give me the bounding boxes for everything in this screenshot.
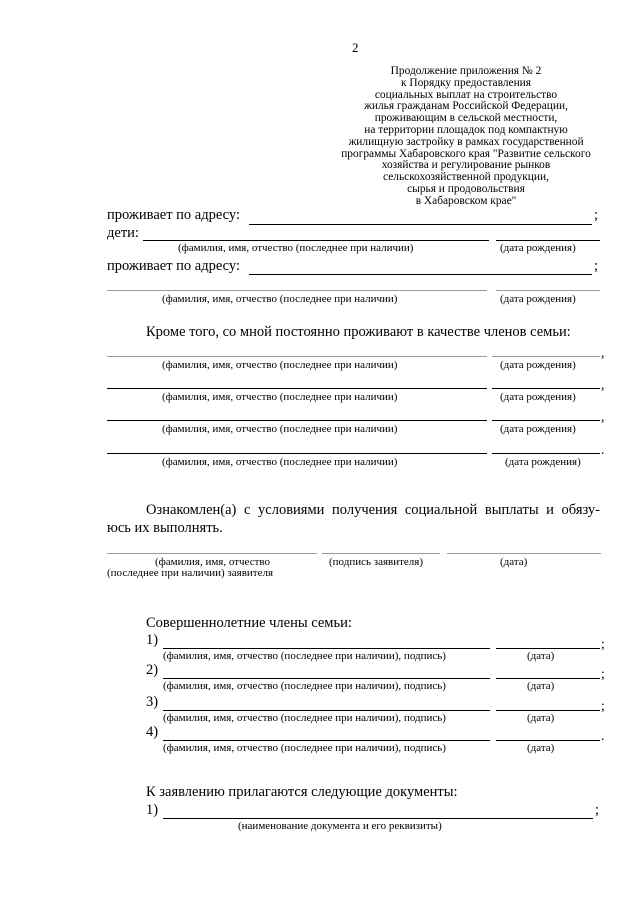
family-member-date-caption: (дата рождения)	[500, 359, 576, 371]
adult-date-caption: (дата)	[527, 742, 555, 754]
header-line: Продолжение приложения № 2	[390, 65, 542, 77]
adult-name-field[interactable]	[163, 678, 490, 679]
adult-date-field[interactable]	[496, 678, 600, 679]
family-member-caption: (фамилия, имя, отчество (последнее при наличии)	[162, 456, 398, 468]
line-end-period: .	[601, 442, 605, 457]
header-line: жилищную застройку в рамках государственной	[348, 135, 584, 148]
family-member-date-field[interactable]	[492, 420, 600, 421]
adult-row-number: 1)	[146, 632, 159, 648]
appendix-header	[306, 66, 626, 208]
address-label: проживает по адресу:	[107, 258, 240, 274]
address-field[interactable]	[249, 274, 592, 275]
child-name-field[interactable]	[143, 240, 489, 241]
child-birthdate-field[interactable]	[496, 290, 600, 291]
header-line: сельскохозяйственной продукции,	[383, 171, 549, 184]
family-member-date-caption: (дата рождения)	[505, 456, 581, 468]
adult-date-field[interactable]	[496, 740, 600, 741]
address-field[interactable]	[249, 224, 592, 225]
family-member-name-field[interactable]	[107, 388, 487, 389]
adult-row-number: 4)	[146, 724, 159, 740]
document-caption: (наименование документа и его реквизиты)	[238, 820, 442, 832]
family-member-caption: (фамилия, имя, отчество (последнее при наличии)	[162, 359, 398, 371]
child-date-caption: (дата рождения)	[500, 293, 576, 305]
adult-date-caption: (дата)	[527, 712, 555, 724]
adult-date-field[interactable]	[496, 710, 600, 711]
children-label: дети:	[107, 225, 139, 241]
documents-label: К заявлению прилагаются следующие документы:	[146, 784, 458, 800]
adults-label: Совершеннолетние члены семьи:	[146, 615, 352, 631]
header-line: сырья и продовольствия	[407, 182, 525, 195]
acknowledgement-text: Ознакомлен(а) с условиями получения социальной выплаты и обязу-	[146, 502, 600, 518]
child-birthdate-field[interactable]	[496, 240, 600, 241]
adult-date-field[interactable]	[496, 648, 600, 649]
document-row-number: 1)	[146, 802, 159, 818]
line-end-comma: ,	[601, 409, 605, 424]
adult-row-number: 2)	[146, 662, 159, 678]
header-line: проживающим в сельской местности,	[374, 112, 558, 125]
line-end-semicolon: ;	[594, 207, 599, 223]
family-member-caption: (фамилия, имя, отчество (последнее при наличии)	[162, 391, 398, 403]
adult-date-caption: (дата)	[527, 650, 555, 662]
adult-row-number: 3)	[146, 694, 159, 710]
header-line: на территории площадок под компактную	[364, 123, 568, 136]
applicant-name-field[interactable]	[107, 553, 317, 554]
line-end-semicolon: ;	[601, 666, 605, 681]
child-name-field[interactable]	[107, 290, 487, 291]
line-end-semicolon: ;	[594, 258, 599, 274]
line-end-period: .	[601, 728, 605, 743]
line-end-comma: ,	[601, 345, 605, 360]
adult-name-field[interactable]	[163, 710, 490, 711]
applicant-date-field[interactable]	[447, 553, 601, 554]
page-number: 2	[352, 40, 359, 55]
line-end-semicolon: ;	[601, 636, 605, 651]
family-member-date-caption: (дата рождения)	[500, 423, 576, 435]
line-end-semicolon: ;	[601, 698, 605, 713]
applicant-name-caption: (фамилия, имя, отчество	[155, 556, 271, 568]
applicant-date-caption: (дата)	[500, 556, 528, 568]
family-intro: Кроме того, со мной постоянно проживают в качестве членов семьи:	[146, 324, 571, 340]
adult-name-field[interactable]	[163, 648, 490, 649]
family-member-name-field[interactable]	[107, 453, 487, 454]
header-line: хозяйства и регулирование рынков	[381, 159, 551, 172]
header-line: к Порядку предоставления	[400, 76, 532, 89]
header-line: жилья гражданам Российской Федерации,	[364, 100, 568, 113]
family-member-date-caption: (дата рождения)	[500, 391, 576, 403]
child-date-caption: (дата рождения)	[500, 242, 576, 254]
header-line: программы Хабаровского края "Развитие сельского	[341, 147, 591, 160]
document-field[interactable]	[163, 818, 593, 819]
child-name-caption: (фамилия, имя, отчество (последнее при наличии)	[178, 242, 414, 254]
acknowledgement-text-cont: юсь их выполнять.	[107, 520, 223, 536]
family-member-date-field[interactable]	[492, 453, 600, 454]
header-line: социальных выплат на строительство	[374, 88, 558, 101]
adult-date-caption: (дата)	[527, 680, 555, 692]
family-member-name-field[interactable]	[107, 356, 487, 357]
adult-caption: (фамилия, имя, отчество (последнее при наличии), подпись)	[163, 650, 446, 662]
header-line: в Хабаровском крае"	[415, 194, 517, 207]
adult-caption: (фамилия, имя, отчество (последнее при наличии), подпись)	[163, 680, 446, 692]
applicant-signature-caption: (подпись заявителя)	[329, 556, 424, 568]
applicant-signature-field[interactable]	[322, 553, 440, 554]
family-member-date-field[interactable]	[492, 356, 600, 357]
adult-caption: (фамилия, имя, отчество (последнее при наличии), подпись)	[163, 742, 446, 754]
family-member-name-field[interactable]	[107, 420, 487, 421]
family-member-caption: (фамилия, имя, отчество (последнее при наличии)	[162, 423, 398, 435]
family-member-date-field[interactable]	[492, 388, 600, 389]
adult-caption: (фамилия, имя, отчество (последнее при наличии), подпись)	[163, 712, 446, 724]
child-name-caption: (фамилия, имя, отчество (последнее при наличии)	[162, 293, 398, 305]
adult-name-field[interactable]	[163, 740, 490, 741]
applicant-name-caption-cont: (последнее при наличии) заявителя	[107, 567, 274, 579]
line-end-comma: ,	[601, 377, 605, 392]
address-label: проживает по адресу:	[107, 207, 240, 223]
line-end-semicolon: ;	[595, 802, 600, 818]
